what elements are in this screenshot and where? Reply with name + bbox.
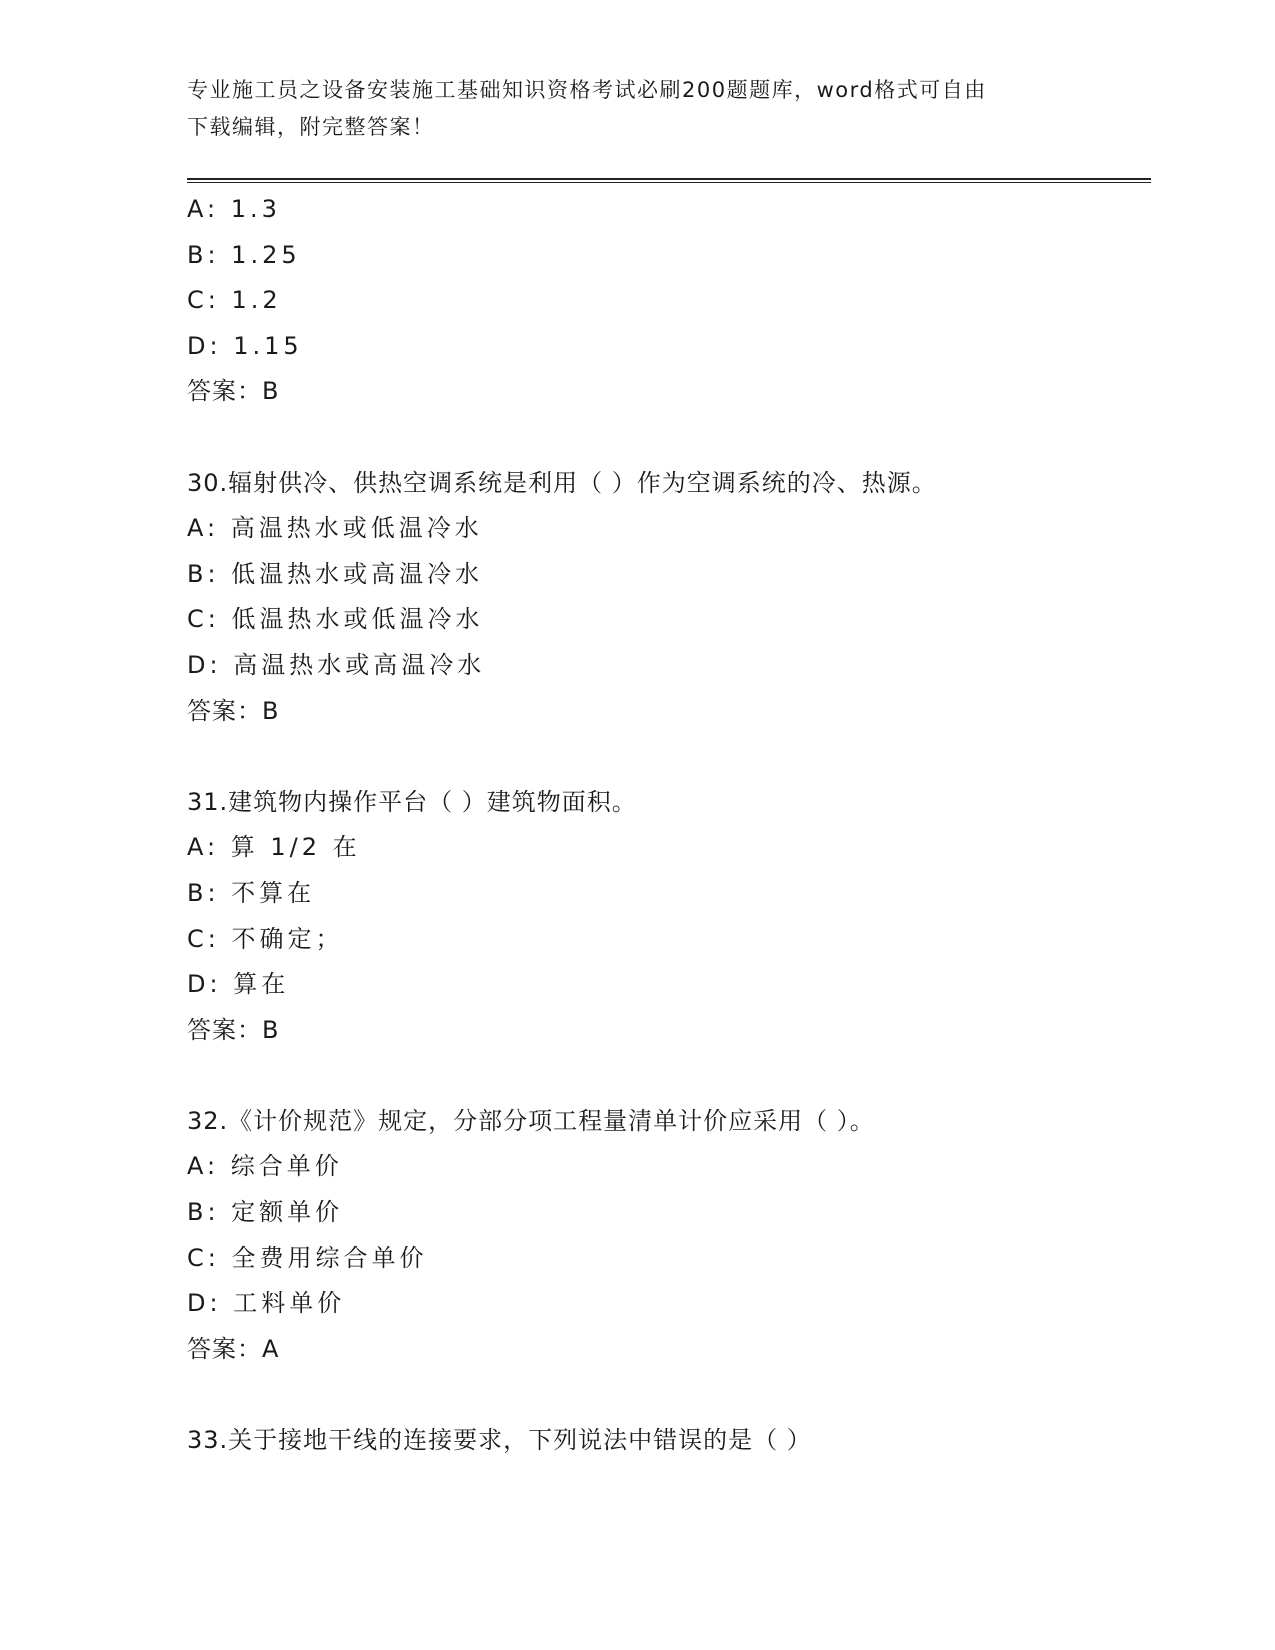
option-a: A: 综合单价 [187,1152,343,1181]
question-block-33 [187,1418,1151,1464]
option-c: C: 1.2 [187,286,282,315]
answer-line: 答案：A [187,1334,280,1363]
option-a: A: 1.3 [187,195,281,223]
question-stem: 31.建筑物内操作平台（ ）建筑物面积。 [187,787,637,816]
option-c: C: 不确定； [187,924,344,953]
option-b: B: 1.25 [187,240,301,269]
header-title-line-2: 下载编辑，附完整答案！ [187,115,435,139]
option-c: C: 低温热水或低温冷水 [187,605,484,634]
answer-line: 答案：B [187,377,280,406]
spacer [187,415,1151,461]
spacer [187,1053,1151,1099]
option-a: A: 高温热水或低温冷水 [187,514,483,543]
option-b: B: 不算在 [187,878,316,907]
answer-line: 答案：B [187,1015,280,1044]
question-stem: 30.辐射供冷、供热空调系统是利用（ ）作为空调系统的冷、热源。 [187,468,937,497]
document-header [187,72,1087,146]
option-c: C: 全费用综合单价 [187,1243,428,1272]
spacer [187,734,1151,780]
question-block-32 [187,1099,1151,1373]
header-divider [187,178,1151,183]
option-b: B: 低温热水或高温冷水 [187,559,484,588]
question-stem: 32.《计价规范》规定，分部分项工程量清单计价应采用（ ）。 [187,1106,875,1135]
option-d: D: 工料单价 [187,1289,346,1318]
option-d: D: 1.15 [187,331,303,360]
question-block-30 [187,461,1151,735]
option-b: B: 定额单价 [187,1198,344,1227]
option-a: A: 算 1/2 在 [187,833,361,862]
question-block-31 [187,780,1151,1054]
spacer [187,1372,1151,1418]
question-block-29 [187,187,1151,415]
question-list [187,187,1151,1464]
option-d: D: 算在 [187,970,290,999]
question-stem: 33.关于接地干线的连接要求，下列说法中错误的是（ ） [187,1426,812,1455]
option-d: D: 高温热水或高温冷水 [187,650,486,679]
answer-line: 答案：B [187,696,280,725]
header-title-line-1: 专业施工员之设备安装施工基础知识资格考试必刷200题题库，word格式可自由 [187,78,987,102]
